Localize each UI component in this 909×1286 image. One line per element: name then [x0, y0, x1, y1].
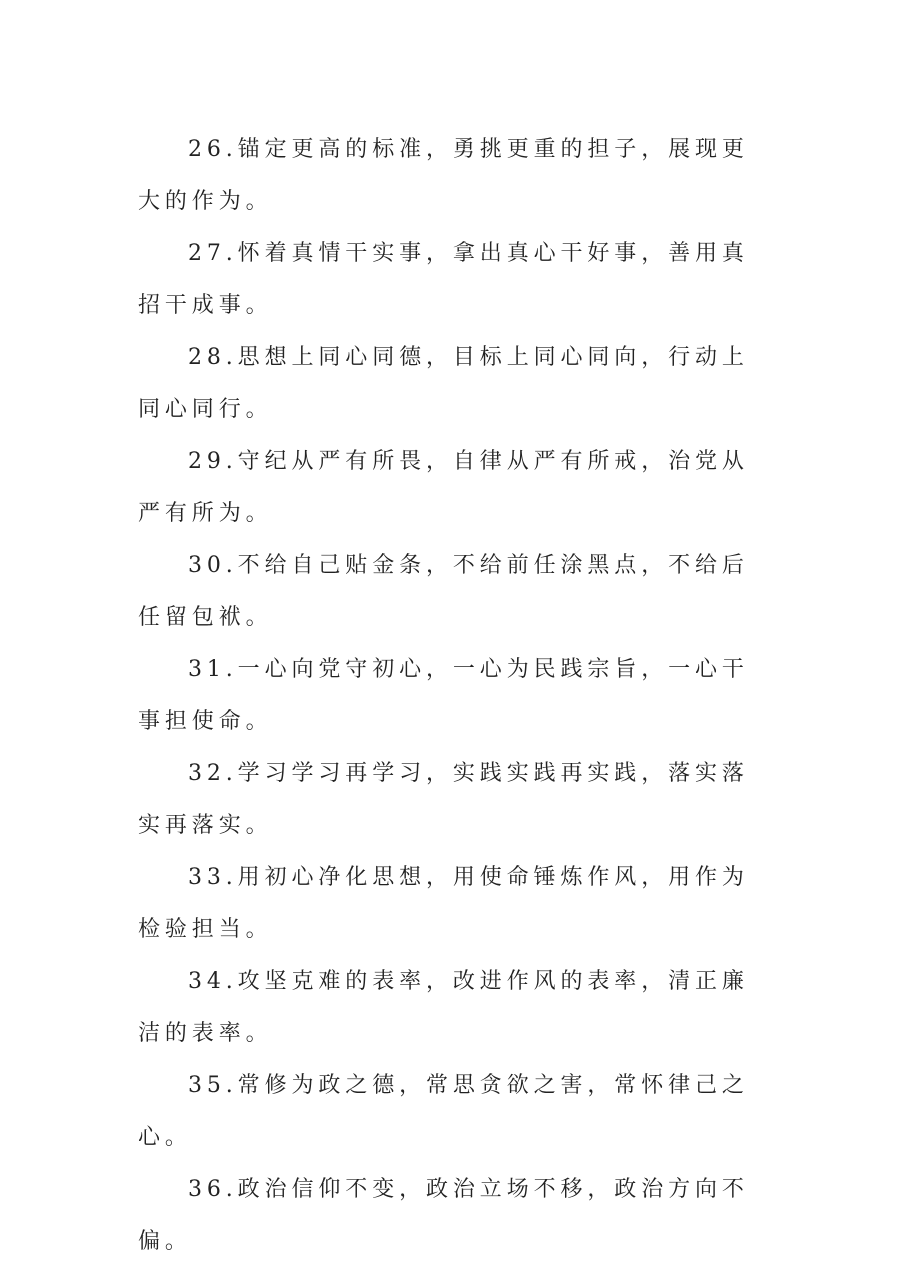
slogan-item-35: 35.常修为政之德，常思贪欲之害，常怀律己之心。	[138, 1073, 749, 1150]
slogan-item-27: 27.怀着真情干实事，拿出真心干好事，善用真招干成事。	[138, 241, 749, 318]
slogan-item-29: 29.守纪从严有所畏，自律从严有所戒，治党从严有所为。	[138, 449, 749, 526]
slogan-item-28: 28.思想上同心同德，目标上同心同向，行动上同心同行。	[138, 345, 749, 422]
slogan-item-33: 33.用初心净化思想，用使命锤炼作风，用作为检验担当。	[138, 865, 749, 942]
slogan-item-30: 30.不给自己贴金条，不给前任涂黑点，不给后任留包袱。	[138, 553, 749, 630]
slogan-item-26: 26.锚定更高的标准，勇挑更重的担子，展现更大的作为。	[138, 137, 749, 214]
slogan-item-36: 36.政治信仰不变，政治立场不移，政治方向不偏。	[138, 1177, 749, 1254]
slogan-list	[138, 124, 774, 1268]
slogan-item-31: 31.一心向党守初心，一心为民践宗旨，一心干事担使命。	[138, 657, 749, 734]
slogan-item-34: 34.攻坚克难的表率，改进作风的表率，清正廉洁的表率。	[138, 969, 749, 1046]
slogan-item-32: 32.学习学习再学习，实践实践再实践，落实落实再落实。	[138, 761, 749, 838]
